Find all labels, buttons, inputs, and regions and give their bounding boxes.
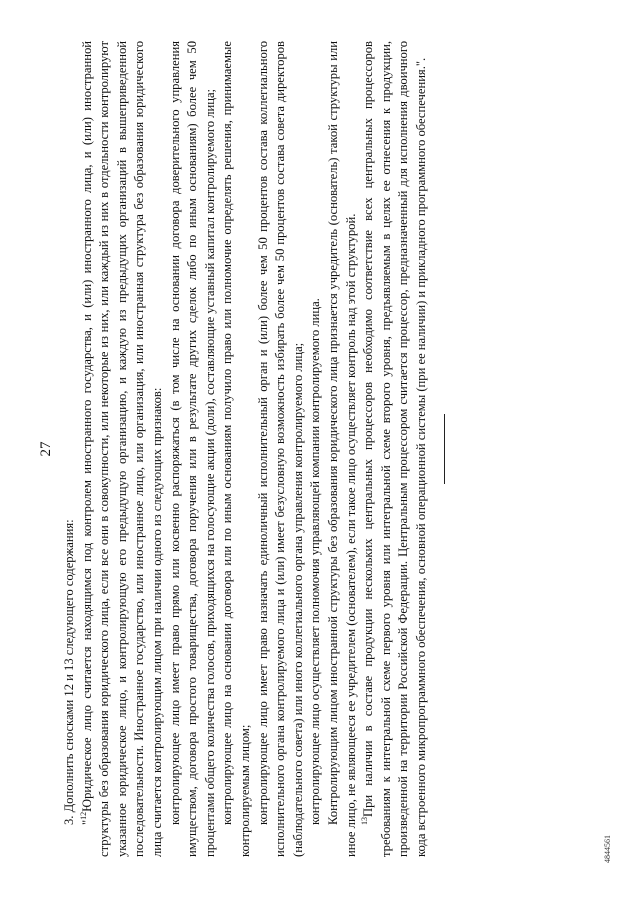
footnote-12-paragraph-5: контролирующее лицо осуществляет полномочия управляющей компании контролируемого лица. — [308, 297, 323, 825]
footnote-12-text-1: Юридическое лицо считается находящимся под контролем иностранного государства, и (или) иностранного лица, и (или) иностранной структуры без образования юридического лица, если все они в совокупности, или некоторые из них, или каждый из них в отдельности контролируют указанное юридическое лицо, и контролирующую его предыдущую организацию, и каждую из предыдущих организаций в вышеприведенной последовательности. Иностранное государство, или иностранное лицо, или организация, или иностранная структура без образования юридического лица считается контролирующим лицом при наличии одного из следующих признаков: — [79, 40, 164, 857]
footnote-12-paragraph-1 — [79, 41, 167, 857]
footnote-12-paragraph-4: контролирующее лицо имеет право назначать единоличный исполнительный орган и (или) более чем 50 процентов состава коллегиального исполнительного органа контролируемого лица и (или) имеет безусловную возможность избирать более чем 50 процентов состава совета директоров (наблюдательного совета) или иного коллегиального органа управления контролируемого лица; — [255, 40, 305, 857]
footnote-13-text: При наличии в составе продукции нескольких центральных процессоров необходимо соответствие всех центральных процессоров требованиям к интегральной схеме первого уровня или интегральной схеме второго уровня, предъявляемым в целях ее отнесения к продукции, произведенной на территории Российской Федерации. Центральным процессором считается процессор, предназначенный для исполнения двоичного кода встроенного микропрограммного обеспечения, основной операционной системы (при ее наличии) и прикладного программного обеспечения.". — [361, 40, 428, 857]
footnote-13-paragraph — [360, 41, 430, 857]
rotated-page — [20, 13, 620, 893]
open-quote: " — [79, 819, 94, 825]
amendment-intro: 3. Дополнить сносками 12 и 13 следующего содержания: — [62, 518, 76, 825]
document-body — [61, 41, 430, 857]
footnote-12-mark: 12 — [78, 811, 88, 820]
footnote-12-paragraph-3: контролирующее лицо на основании договора или по иным основаниям получило право или полномочие определять решения, принимаемые контролируемым лицом; — [220, 40, 252, 857]
document-id: 4844561 — [603, 834, 612, 863]
footnote-separator-line — [444, 414, 445, 484]
footnote-12-paragraph-2: контролирующее лицо имеет право прямо или косвенно распоряжаться (в том числе на основании договора доверительного управления имуществом, договора простого товарищества, договора поручения или в результате других сделок либо по иным основаниям) более чем 50 процентами общего количества голосов, приходящихся на голосующие акции (доли), составляющие уставный капитал контролируемого лица; — [167, 40, 217, 857]
footnote-13-mark: 13 — [360, 816, 370, 825]
footnote-12-paragraph-6: Контролирующим лицом иностранной структуры без образования юридического лица признается учредитель (основатель) такой структуры или иное лицо, не являющееся ее учредителем (основателем), если такое лицо осуществляет контроль над этой структурой. — [325, 40, 358, 857]
page-number: 27 — [38, 441, 54, 456]
